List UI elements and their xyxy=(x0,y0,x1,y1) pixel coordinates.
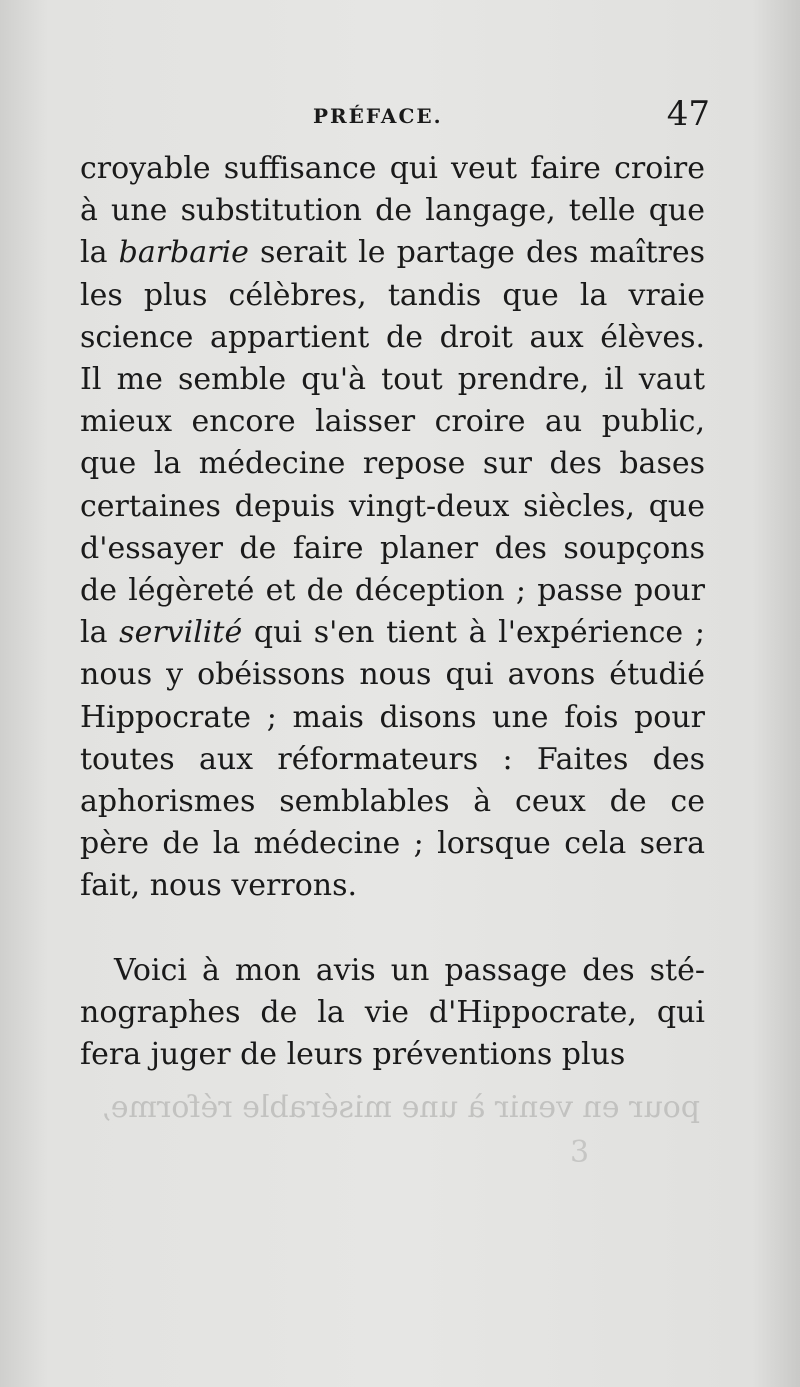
text-run: les plus célèbres, tandis que la vraie xyxy=(80,277,705,313)
text-line xyxy=(80,697,705,739)
text-line xyxy=(80,232,705,274)
text-line xyxy=(80,317,705,359)
text-line xyxy=(80,865,705,907)
bleed-through-signature: 3 xyxy=(570,1135,590,1170)
text-line xyxy=(80,739,705,781)
text-line xyxy=(80,190,705,232)
text-run: la xyxy=(80,235,119,271)
text-run: toutes aux réformateurs : Faites des xyxy=(80,741,705,777)
text-line xyxy=(80,570,705,612)
text-run: qui s'en tient à l'expérience ; xyxy=(242,615,705,651)
page-number: 47 xyxy=(666,94,710,134)
text-line xyxy=(80,950,705,992)
text-run: père de la médecine ; lorsque cela sera xyxy=(80,826,705,862)
text-line xyxy=(80,823,705,865)
text-run: Voici à mon avis un passage des sté- xyxy=(114,952,705,988)
text-run: certaines depuis vingt-deux siècles, que xyxy=(80,488,705,524)
text-line xyxy=(80,443,705,485)
text-line xyxy=(80,359,705,401)
paragraph-1 xyxy=(80,148,705,908)
text-run: à une substitution de langage, telle que xyxy=(80,193,705,229)
text-run: que la médecine repose sur des bases xyxy=(80,446,705,482)
paragraph-gap xyxy=(80,908,705,950)
text-run: Hippocrate ; mais disons une fois pour xyxy=(80,699,705,735)
text-run: fera juger de leurs préventions plus xyxy=(80,1037,626,1073)
italic-word: servilité xyxy=(119,615,243,651)
text-line xyxy=(80,401,705,443)
text-run: aphorismes semblables à ceux de ce xyxy=(80,784,705,820)
text-run: de légèreté et de déception ; passe pour xyxy=(80,573,705,609)
bleed-through-line: pour en venir à une misérable réforme, xyxy=(101,1090,700,1125)
text-line xyxy=(80,486,705,528)
text-run: mieux encore laisser croire au public, xyxy=(80,404,705,440)
text-line xyxy=(80,148,705,190)
text-line xyxy=(80,275,705,317)
text-run: nous y obéissons nous qui avons étudié xyxy=(80,657,705,693)
text-run: serait le partage des maîtres xyxy=(248,235,705,271)
text-run: d'essayer de faire planer des soupçons xyxy=(80,530,705,566)
running-head xyxy=(80,94,710,140)
text-run: croyable suffisance qui veut faire croire xyxy=(80,151,705,186)
text-line xyxy=(80,528,705,570)
text-run: nographes de la vie d'Hippocrate, qui xyxy=(80,994,705,1030)
body-text xyxy=(80,148,705,1076)
text-run: fait, nous verrons. xyxy=(80,868,358,904)
text-line xyxy=(80,612,705,654)
text-line xyxy=(80,1034,705,1076)
running-title: PRÉFACE. xyxy=(313,104,443,128)
italic-word: barbarie xyxy=(118,235,249,271)
paragraph-2 xyxy=(80,950,705,1077)
text-run: science appartient de droit aux élèves. xyxy=(80,319,705,355)
text-line xyxy=(80,992,705,1034)
text-run: la xyxy=(80,615,120,651)
text-line xyxy=(80,654,705,696)
text-run: Il me semble qu'à tout prendre, il vaut xyxy=(80,362,705,398)
text-line xyxy=(80,781,705,823)
